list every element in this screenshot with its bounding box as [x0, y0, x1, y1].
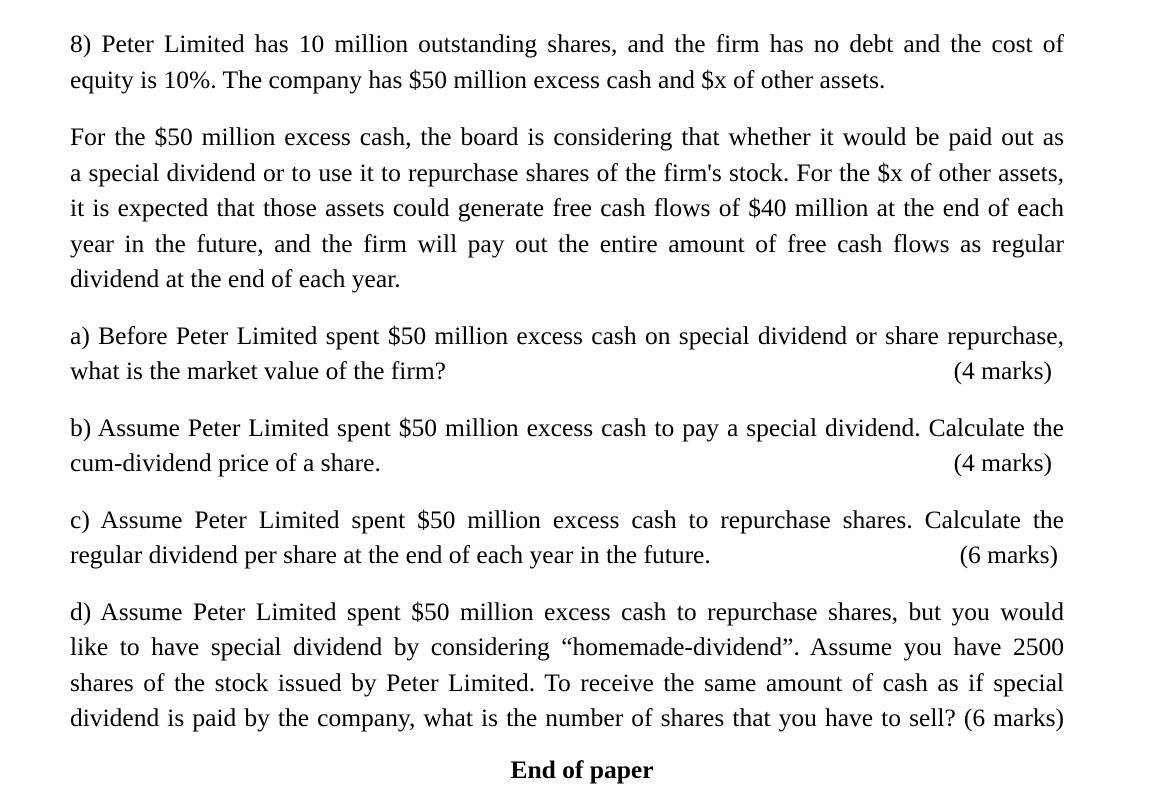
question-c [70, 502, 1064, 573]
question-a-text: what is the market value of the firm? [70, 356, 446, 385]
end-of-paper-text: End of paper [510, 755, 654, 784]
question-d-text: like to have special dividend by considering “homemade-dividend”. Assume you have 2500 [70, 632, 1064, 661]
context-line: a special dividend or to use it to repurchase shares of the firm's stock. For the $x of other assets, [70, 157, 1064, 187]
context-line: For the $50 million excess cash, the board is considering that whether it would be paid out as [70, 122, 1064, 151]
question-context [70, 119, 1064, 297]
question-d-text: dividend is paid by the company, what is the number of shares that you have to sell? (6 marks) [70, 703, 1064, 732]
intro-line: 8) Peter Limited has 10 million outstanding shares, and the firm has no debt and the cost of [70, 29, 1064, 58]
question-intro [70, 26, 1064, 97]
question-a [70, 318, 1064, 389]
exam-question-page [70, 26, 1064, 736]
question-c-marks: (6 marks) [959, 540, 1058, 569]
question-d-text: shares of the stock issued by Peter Limited. To receive the same amount of cash as if special [70, 667, 1064, 697]
context-line: it is expected that those assets could generate free cash flows of $40 million at the end of each [70, 193, 1064, 222]
question-b-marks: (4 marks) [953, 448, 1052, 477]
question-a-text: a) Before Peter Limited spent $50 million excess cash on special dividend or share repurchase, [70, 320, 1064, 350]
question-a-marks: (4 marks) [953, 356, 1052, 385]
end-of-paper [0, 752, 1170, 787]
context-line: year in the future, and the firm will pay out the entire amount of free cash flows as regular [70, 228, 1064, 258]
context-line: dividend at the end of each year. [70, 264, 401, 293]
question-d-text: d) Assume Peter Limited spent $50 million excess cash to repurchase shares, but you would [70, 596, 1064, 626]
question-c-text: c) Assume Peter Limited spent $50 million excess cash to repurchase shares. Calculate the [70, 504, 1064, 534]
question-b-text: cum-dividend price of a share. [70, 448, 381, 477]
question-b-text: b) Assume Peter Limited spent $50 million excess cash to pay a special dividend. Calculate the [70, 412, 1064, 442]
intro-line: equity is 10%. The company has $50 million excess cash and $x of other assets. [70, 64, 886, 94]
question-c-text: regular dividend per share at the end of each year in the future. [70, 540, 711, 569]
question-d [70, 594, 1064, 736]
question-b [70, 410, 1064, 481]
